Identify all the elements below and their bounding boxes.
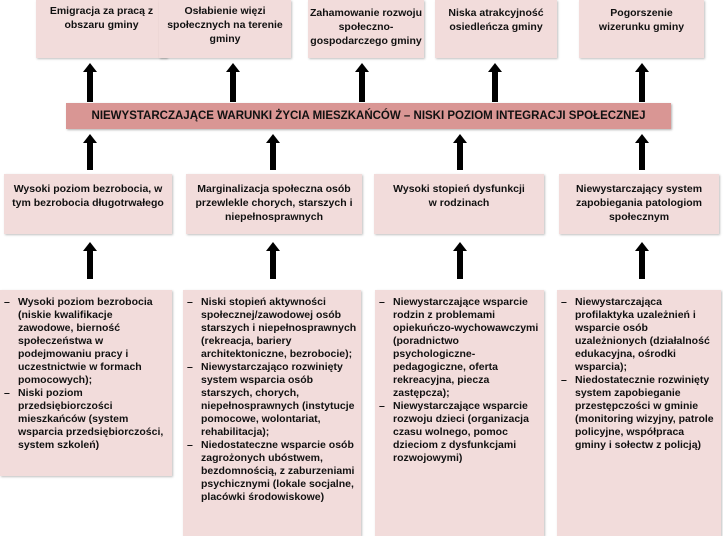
cause-item: – Niewystarczające wsparcie rozwoju dzieci (organizacja czasu wolnego, pomoc dzieciom z dysfunkcjami rozwojowymi) — [379, 400, 540, 465]
arrow-up-icon — [635, 63, 649, 102]
arrow-up-icon — [83, 242, 97, 279]
effect-label-3: Zahamowanie rozwoju społeczno-gospodarczego gminy — [309, 7, 422, 47]
cause-box-4 — [557, 290, 721, 536]
cause-item: – Niewystarczające wsparcie rodzin z problemami opiekuńczo-wychowawczymi (poradnictwo psychologiczne-pedagogiczne, oferta rekreacyjna, piecza zastępcza); — [379, 296, 540, 400]
central-problem-label: NIEWYSTARCZAJĄCE WARUNKI ŻYCIA MIESZKAŃCÓW – NISKI POZIOM INTEGRACJI SPOŁECZNEJ — [91, 110, 646, 122]
problem-label-2: Marginalizacja społeczna osób przewlekle chorych, starszych i niepełnosprawnych — [195, 183, 353, 223]
cause-item: – Niedostateczne wsparcie osób zagrożonych ubóstwem, bezdomnością, z zaburzeniami psychicznymi (lokale socjalne, placówki środowiskowe) — [187, 439, 357, 504]
effect-label-2: Osłabienie więzi społecznych na terenie gminy — [167, 5, 283, 45]
arrow-up-icon — [83, 134, 97, 170]
central-problem-banner — [66, 103, 671, 129]
effect-box-2 — [159, 0, 291, 58]
arrow-up-icon — [83, 63, 97, 102]
problem-label-4: Niewystarczający system zapobiegania patologiom społecznym — [575, 183, 703, 223]
problem-box-2 — [186, 174, 362, 234]
cause-list-2 — [187, 296, 357, 504]
cause-item: – Wysoki poziom bezrobocia (niskie kwalifikacje zawodowe, bierność społeczeństwa w podejmowaniu pracy i uczestnictwie w formach pomocowych); — [4, 296, 168, 387]
arrow-up-icon — [355, 63, 369, 102]
cause-item: – Niewystarczająca profilaktyka uzależnień i wsparcie osób uzależnionych (działalność edukacyjna, ośrodki wsparcia); — [561, 296, 717, 374]
cause-list-3 — [379, 296, 540, 465]
arrow-up-icon — [488, 63, 502, 102]
problem-box-3 — [374, 174, 544, 234]
effect-box-1 — [36, 0, 167, 58]
cause-box-1 — [0, 290, 172, 476]
cause-item: – Niewystarczająco rozwinięty system wsparcia osób starszych, chorych, niepełnosprawnych (instytucje pomocowe, wolontariat, rehabilitacja); — [187, 361, 357, 439]
problem-box-4 — [559, 174, 719, 234]
cause-box-3 — [375, 290, 544, 536]
cause-item: – Niski poziom przedsiębiorczości mieszkańców (system wsparcia przedsiębiorczości, system szkoleń) — [4, 387, 168, 452]
arrow-up-icon — [453, 134, 467, 170]
cause-item: – Niedostatecznie rozwinięty system zapobieganie przestępczości w gminie (monitoring wizyjny, patrole policyjne, współpraca gminy i sołectw z policją) — [561, 374, 717, 452]
arrow-up-icon — [266, 242, 280, 279]
cause-item: – Niski stopień aktywności społecznej/zawodowej osób starszych i niepełnosprawnych (rekreacja, bariery architektoniczne, bezrobocie); — [187, 296, 357, 361]
cause-box-2 — [183, 290, 361, 536]
arrow-up-icon — [226, 63, 240, 102]
arrow-up-icon — [453, 242, 467, 279]
problem-label-1: Wysoki poziom bezrobocia, w tym bezrobocia długotrwałego — [12, 183, 164, 209]
problem-label-3: Wysoki stopień dysfunkcji w rodzinach — [393, 183, 525, 209]
effect-box-3 — [308, 0, 424, 58]
effect-label-5: Pogorszenie wizerunku gminy — [598, 7, 685, 33]
arrow-up-icon — [266, 134, 280, 170]
cause-list-4 — [561, 296, 717, 452]
problem-box-1 — [4, 174, 172, 234]
effect-label-4: Niska atrakcyjność osiedleńcza gminy — [448, 7, 544, 33]
arrow-up-icon — [635, 134, 649, 170]
effect-box-4 — [435, 0, 557, 58]
cause-list-1 — [4, 296, 168, 452]
effect-label-1: Emigracja za pracą z obszaru gminy — [49, 5, 154, 31]
effect-box-5 — [579, 0, 704, 58]
arrow-up-icon — [635, 242, 649, 279]
